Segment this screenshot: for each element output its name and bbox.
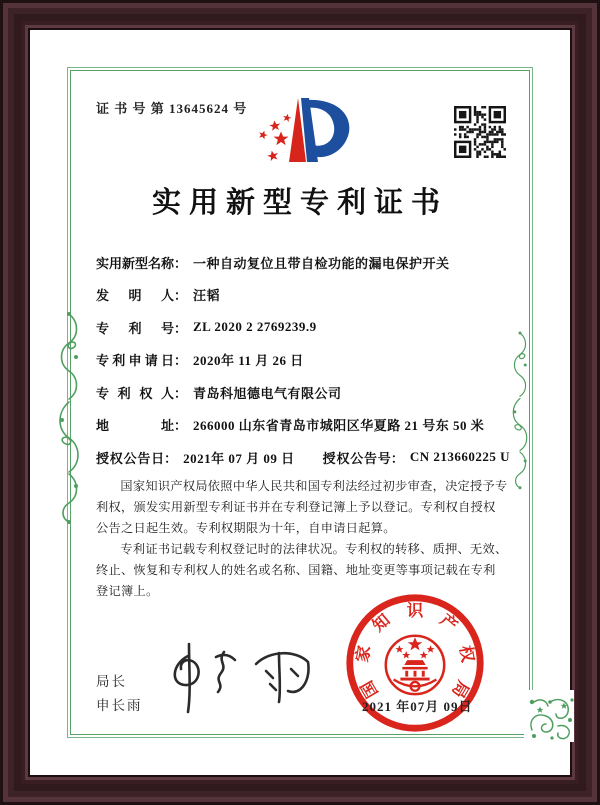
signer-title: 局长	[96, 674, 127, 689]
field-row-patent-no: 专利号 ： ZL 2020 2 2769239.9	[96, 319, 317, 336]
field-row-grant: 授权公告日 ： 2021年 07 月 09 日 授权公告号 ： CN 213660225 U	[96, 449, 510, 466]
seal-char: 识	[406, 600, 424, 620]
field-value: 266000 山东省青岛市城阳区华夏路 21 号东 50 米	[193, 418, 485, 434]
seal-char: 国	[357, 677, 382, 702]
grant-date-label: 授权公告日	[96, 450, 165, 466]
field-value: 汪韬	[193, 288, 221, 304]
field-label: 发明人	[96, 288, 174, 304]
signer-name: 申长雨	[96, 698, 143, 713]
field-label: 实用新型名称	[96, 255, 175, 271]
legal-paragraph-1: 国家知识产权局依照中华人民共和国专利法经过初步审查，决定授予专利权，颁发实用新型专利证书并在专利登记簿上予以登记。专利权自授权公告之日起生效。专利权期限为十年，自申请日起算。	[96, 479, 508, 535]
grant-no-label: 授权公告号	[322, 450, 391, 466]
field-row-address: 地址 ： 266000 山东省青岛市城阳区华夏路 21 号东 50 米	[96, 409, 510, 442]
grant-date-value: 2021年 07 月 09 日	[183, 450, 295, 466]
seal-date: 2021 年07月 09日	[362, 699, 473, 714]
floral-corner-ornament	[524, 690, 574, 742]
vine-ornament-left	[55, 310, 83, 525]
legal-text	[96, 476, 508, 602]
field-value: ZL 2020 2 2769239.9	[193, 319, 317, 335]
seal-char: 局	[448, 677, 473, 702]
seal-char: 权	[455, 644, 478, 664]
field-row-name: 实用新型名称 ： 一种自动复位且带自检功能的漏电保护开关	[96, 246, 510, 279]
director-signature-icon	[158, 638, 338, 718]
vine-ornament-right	[506, 330, 534, 490]
field-row-inventor: 发明人 ： 汪韬	[96, 279, 510, 312]
field-label: 专利号	[96, 320, 174, 336]
field-value: 2020年 11 月 26 日	[193, 353, 304, 369]
field-value: 青岛科旭德电气有限公司	[193, 385, 342, 401]
field-label: 地址	[96, 418, 174, 434]
field-label: 专利权人	[96, 385, 174, 401]
field-row-filing-date: 专利申请日 ： 2020年 11 月 26 日	[96, 344, 510, 377]
certificate-title: 实用新型专利证书	[151, 187, 448, 219]
certificate-page	[30, 30, 570, 775]
qr-code	[454, 106, 506, 158]
legal-paragraph-2: 专利证书记载专利权登记时的法律状况。专利权的转移、质押、无效、终止、恢复和专利权人的姓名或名称、国籍、地址变更等事项记载在专利登记簿上。	[96, 541, 508, 598]
field-list	[96, 246, 510, 474]
grant-no-value: CN 213660225 U	[409, 449, 510, 465]
certificate-number: 证 书 号 第 13645624 号	[96, 101, 248, 116]
cnipa-patent-logo-icon	[242, 94, 362, 174]
field-label: 专利申请日	[96, 353, 174, 369]
field-value: 一种自动复位且带自检功能的漏电保护开关	[193, 255, 450, 271]
signer-block	[96, 670, 143, 718]
seal-char: 知	[368, 610, 394, 636]
field-row-patentee: 专利权人 ： 青岛科旭德电气有限公司	[96, 376, 510, 409]
seal-char: 产	[436, 610, 462, 636]
seal-char: 家	[352, 644, 375, 664]
